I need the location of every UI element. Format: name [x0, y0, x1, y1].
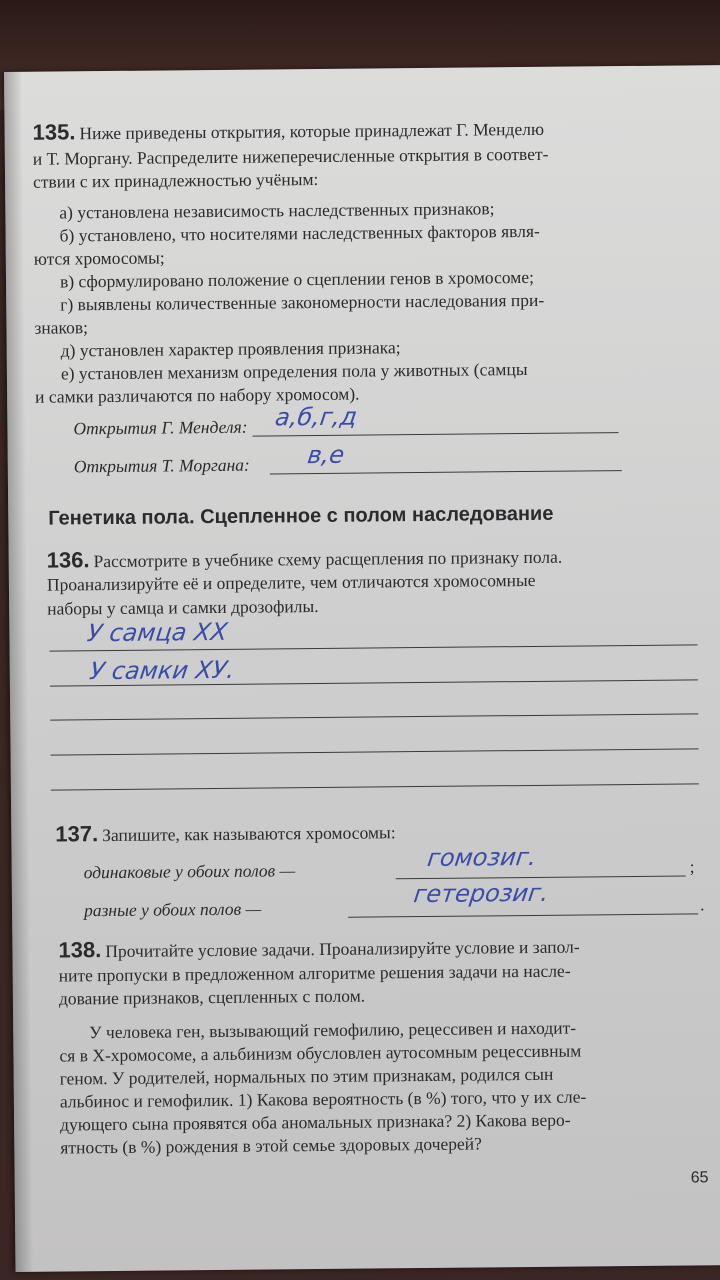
- task-135-item: ются хромосомы;: [33, 247, 165, 269]
- morgan-handwritten-answer: в,е: [305, 440, 347, 470]
- task-135-item: и самки различаются по набору хромосом).: [35, 383, 360, 407]
- same-chromosomes-handwritten: гомозиг.: [425, 842, 539, 872]
- task-136-line-2: Проанализируйте её и определите, чем отличаются хромосомные: [46, 569, 536, 595]
- mendel-answer-line: [253, 432, 619, 437]
- task-138-body: геном. У родителей, нормальных по этим признакам, родился сын: [59, 1063, 554, 1089]
- task-138-line-1: 138. Прочитайте условие задачи. Проанализируйте условие и запол-: [58, 936, 580, 963]
- task-135-item: г) выявлены количественные закономерности наследования при-: [60, 289, 545, 315]
- task-135-item: в) сформулировано положение о сцеплении генов в хромосоме;: [59, 266, 535, 292]
- different-chromosomes-label: разные у обоих полов —: [83, 898, 262, 921]
- answer-line: [51, 748, 699, 755]
- different-line-end: .: [699, 894, 705, 915]
- task-135-item: е) установлен механизм определения пола у животных (самцы: [60, 358, 528, 384]
- task-135-number: 135.: [32, 119, 76, 145]
- different-chromosomes-handwritten: гетерозиг.: [412, 878, 551, 909]
- task-136-handwritten-answer-2: У самки ХУ.: [87, 655, 237, 686]
- same-chromosomes-label: одинаковые у обоих полов —: [83, 860, 296, 883]
- task-136-number: 136.: [46, 547, 90, 573]
- task-136-line-1: 136. Рассмотрите в учебнике схему расщепления по признаку пола.: [46, 546, 563, 573]
- task-138-line-3: дование признаков, сцепленных с полом.: [58, 985, 366, 1009]
- task-138-body: дующего сына проявятся оба аномальных признака? 2) Какова веро-: [60, 1109, 571, 1135]
- answer-line: [50, 713, 698, 720]
- morgan-answer-line: [270, 470, 622, 474]
- task-138-body: У человека ген, вызывающий гемофилию, рецессивен и находит-: [89, 1017, 577, 1043]
- task-138-body: ятность (в %) рождения в этой семье здоровых дочерей?: [60, 1133, 482, 1158]
- mendel-handwritten-answer: а,б,г,д: [273, 402, 359, 432]
- task-136-line-3: наборы у самца и самки дрозофилы.: [47, 596, 319, 619]
- morgan-label: Открытия Т. Моргана:: [73, 454, 250, 477]
- task-135-item: знаков;: [34, 317, 89, 338]
- task-138-number: 138.: [58, 937, 102, 963]
- mendel-label: Открытия Г. Менделя:: [73, 416, 248, 439]
- same-line-end: ;: [689, 856, 695, 877]
- different-answer-line: [348, 913, 698, 917]
- task-138-line-2: ните пропуски в предложенном алгоритме решения задачи на насле-: [58, 960, 571, 986]
- task-135-line-1: 135. Ниже приведены открытия, которые принадлежат Г. Менделю: [32, 118, 545, 145]
- task-135-item: а) установлена независимость наследственных признаков;: [59, 198, 495, 223]
- task-137-line-1: 137. Запишите, как называются хромосомы:: [55, 821, 396, 847]
- task-138-body: альбинос и гемофилик. 1) Какова вероятность (в %) того, что у их сле-: [59, 1086, 587, 1112]
- task-137-number: 137.: [55, 821, 99, 847]
- task-135-item: д) установлен характер проявления признака;: [60, 337, 401, 361]
- task-138-body: ся в X-хромосоме, а альбинизм обусловлен аутосомным рецессивным: [59, 1040, 582, 1066]
- task-136-handwritten-answer-1: У самца ХХ: [85, 617, 230, 648]
- task-135-line-2: и Т. Моргану. Распределите нижеперечисленные открытия в соответ-: [32, 143, 549, 169]
- answer-line: [51, 783, 699, 790]
- workbook-page: [4, 65, 720, 1272]
- task-135-item: б) установлено, что носителями наследственных факторов явля-: [59, 220, 540, 246]
- task-135-line-3: ствии с их принадлежностью учёным:: [32, 168, 319, 192]
- page-number: 65: [690, 1169, 709, 1187]
- section-heading: Генетика пола. Сцепленное с полом наследование: [48, 502, 554, 530]
